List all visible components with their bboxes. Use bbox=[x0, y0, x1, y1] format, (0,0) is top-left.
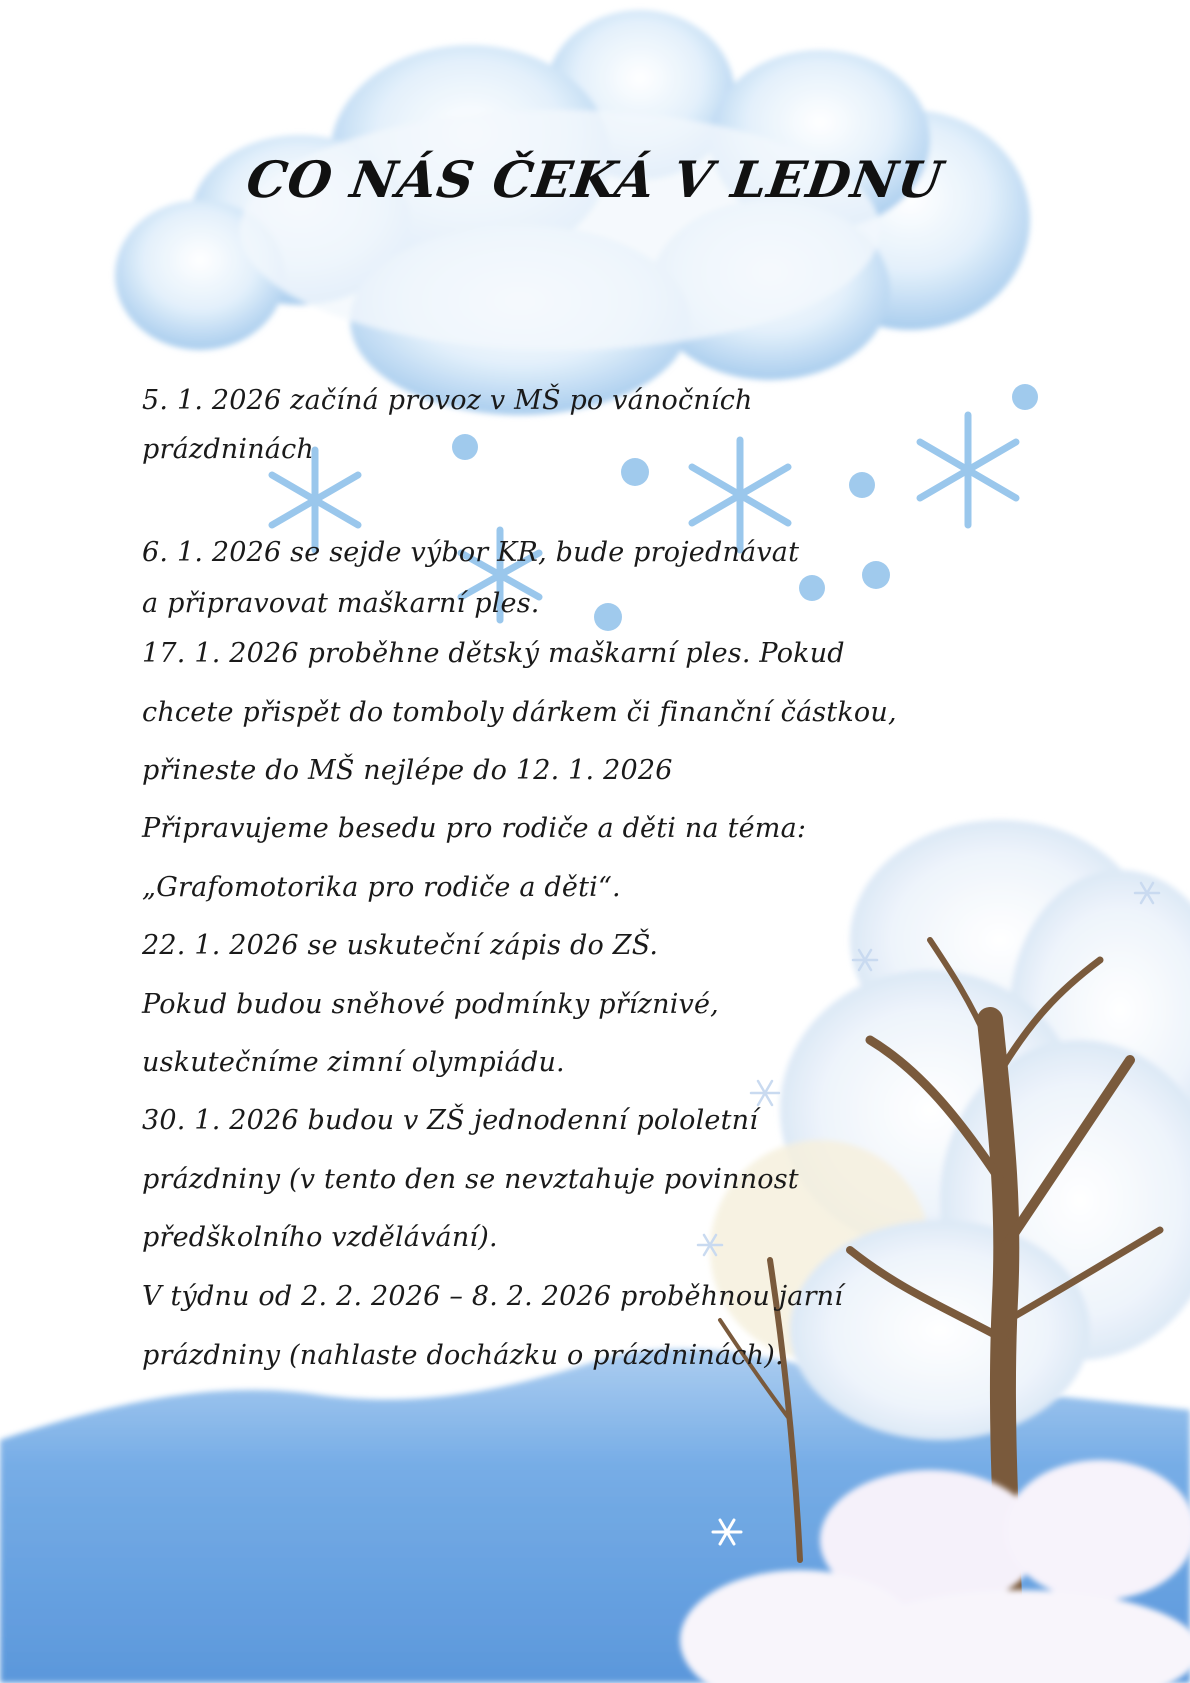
text-line: prázdninách bbox=[142, 434, 315, 465]
text-line: uskutečníme zimní olympiádu. bbox=[142, 1047, 565, 1078]
text-line: prázdniny (nahlaste docházku o prázdninách). bbox=[142, 1340, 784, 1371]
text-line: chcete přispět do tomboly dárkem či finanční částkou, bbox=[142, 697, 897, 728]
text-line: 22. 1. 2026 se uskuteční zápis do ZŠ. bbox=[142, 930, 659, 961]
text-line: 5. 1. 2026 začíná provoz v MŠ po vánočních bbox=[142, 385, 753, 416]
text-line: 30. 1. 2026 budou v ZŠ jednodenní pololetní bbox=[142, 1105, 759, 1136]
page-title: CO NÁS ČEKÁ V LEDNU bbox=[243, 150, 947, 209]
text-line: předškolního vzdělávání). bbox=[142, 1222, 498, 1253]
text-line: a připravovat maškarní ples. bbox=[142, 588, 540, 619]
text-line: prázdniny (v tento den se nevztahuje povinnost bbox=[142, 1164, 799, 1195]
text-line: 17. 1. 2026 proběhne dětský maškarní ples. Pokud bbox=[142, 638, 845, 669]
text-line: přineste do MŠ nejlépe do 12. 1. 2026 bbox=[142, 755, 673, 786]
text-line: Pokud budou sněhové podmínky příznivé, bbox=[142, 989, 719, 1020]
cloud bbox=[115, 10, 1030, 415]
text-line: 6. 1. 2026 se sejde výbor KR, bude projednávat bbox=[142, 537, 800, 568]
text-line: V týdnu od 2. 2. 2026 – 8. 2. 2026 proběhnou jarní bbox=[142, 1281, 844, 1312]
text-line: Připravujeme besedu pro rodiče a děti na téma: bbox=[142, 813, 807, 844]
text-line: „Grafomotorika pro rodiče a děti“. bbox=[142, 872, 621, 903]
